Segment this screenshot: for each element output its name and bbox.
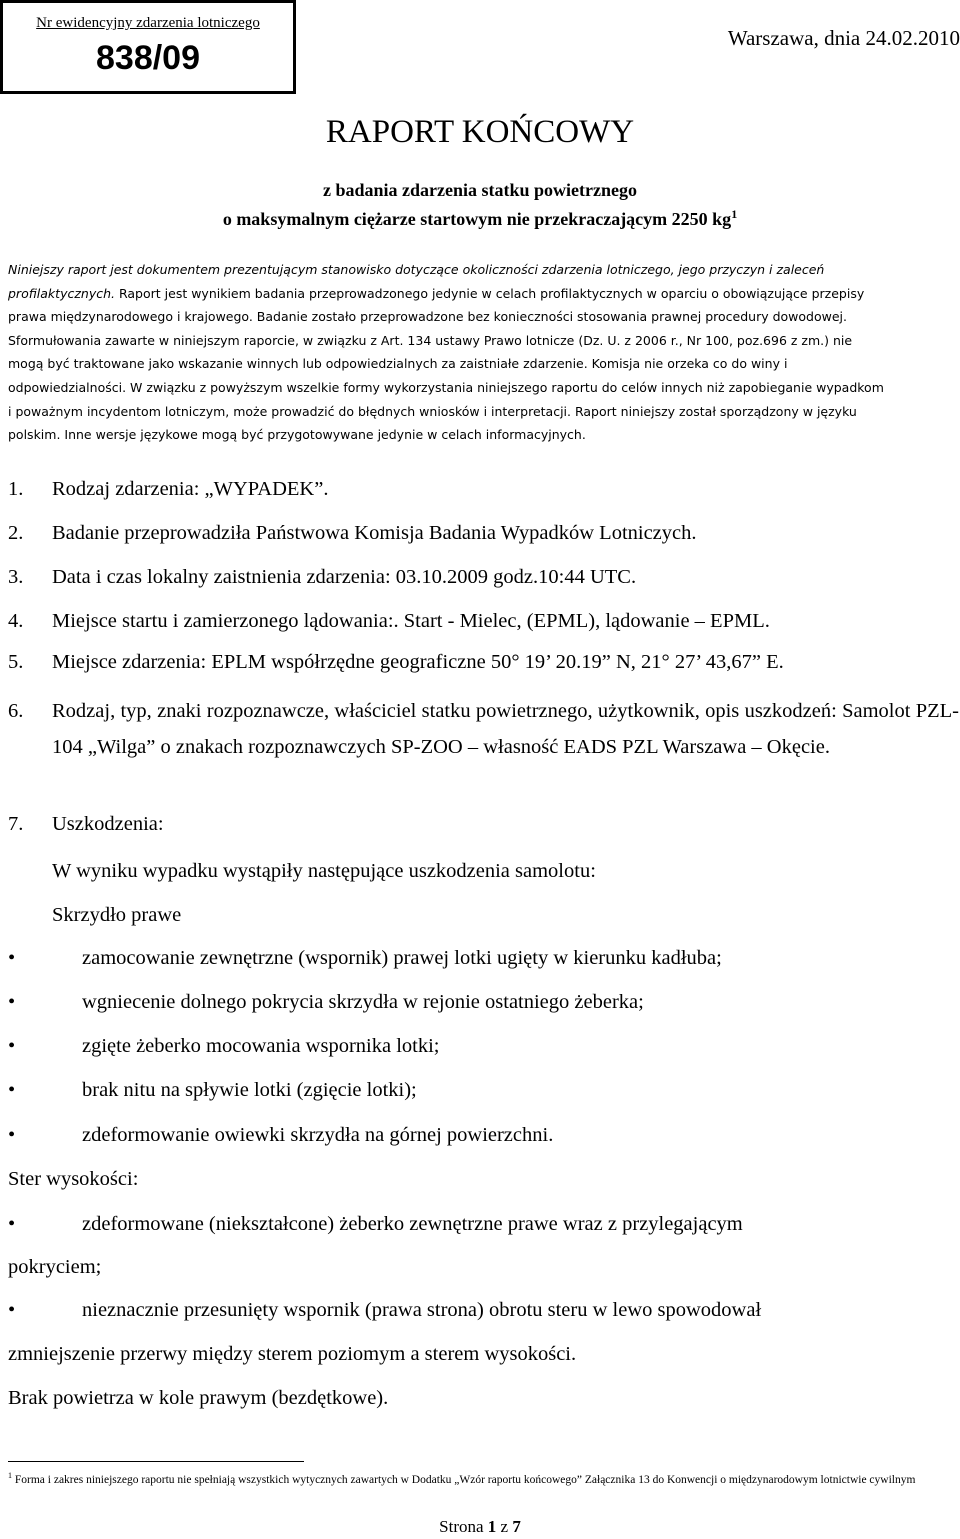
bullet-icon: • xyxy=(8,991,16,1013)
item-text: Rodzaj zdarzenia: „WYPADEK”. xyxy=(52,478,329,500)
footnote xyxy=(8,1467,948,1489)
wing-bullet-1: zamocowanie zewnętrzne (wspornik) prawej lotki ugięty w kierunku kadłuba; xyxy=(82,947,722,969)
intro-italic: Niniejszy raport jest dokumentem prezentującym stanowisko dotyczące okoliczności zdarzenia lotniczego, jego przyczyn i zaleceń profilaktycznych. xyxy=(8,262,825,301)
item-text: Data i czas lokalny zaistnienia zdarzenia: 03.10.2009 godz.10:44 UTC. xyxy=(52,566,637,588)
elevator-bullet-1: zdeformowane (niekształcone) żeberko zewnętrzne prawe wraz z przylegającym xyxy=(82,1213,743,1235)
tire-note: Brak powietrza w kole prawym (bezdętkowe). xyxy=(8,1387,389,1409)
elevator-bullet-2-cont: zmniejszenie przerwy między sterem poziomym a sterem wysokości. xyxy=(8,1343,577,1365)
item-number: 5. xyxy=(8,651,24,673)
page-current: 1 xyxy=(487,1517,497,1536)
item-number: 2. xyxy=(8,522,24,544)
page-prefix: Strona xyxy=(439,1517,484,1536)
wing-bullet-3: zgięte żeberko mocowania wspornika lotki; xyxy=(82,1035,440,1057)
page-mid: z xyxy=(500,1517,509,1536)
subtitle-line2 xyxy=(0,207,960,230)
subtitle-line2-text: o maksymalnym ciężarze startowym nie przekraczającym 2250 kg xyxy=(222,209,732,229)
item-text: Miejsce startu i zamierzonego lądowania:. Start - Mielec, (EPML), lądowanie – EPML. xyxy=(52,610,770,632)
footnote-number: 1 xyxy=(8,1471,12,1480)
registry-number: 838/09 xyxy=(96,39,200,77)
elevator-bullet-2: nieznacznie przesunięty wspornik (prawa strona) obrotu steru w lewo spowodował xyxy=(82,1299,762,1321)
bullet-icon: • xyxy=(8,1035,16,1057)
bullet-icon: • xyxy=(8,1124,16,1146)
intro-normal: Raport jest wynikiem badania przeprowadzonego jedynie w celach profilaktycznych w oparciu o obowiązujące przepisy prawa międzynarodowego i krajowego. Badanie zostało przeprowadzone bez konieczności stosowania prawnej procedury dowodowej. Sformułowania zawarte w niniejszym raporcie, w związku z Art. 134 ustawy Prawo lotnicze (Dz. U. z 2006 r., Nr 100, poz.696 z zm.) nie mogą być traktowane jako wskazanie winnych lub odpowiedzialnych za zaistniałe zdarzenie. Komisja nie orzeka co do winy i odpowiedzialności. W związku z powyższym wszelkie formy wykorzystania niniejszego raportu do celów innych niż zapobieganie wypadkom i poważnym incydentom lotniczym, może prowadzić do błędnych wniosków i interpretacji. Raport niniejszy został sporządzony w języku polskim. Inne wersje językowe mogą być przygotowywane jedynie w celach informacyjnych. xyxy=(8,285,884,443)
damage-intro: W wyniku wypadku wystąpiły następujące uszkodzenia samolotu: xyxy=(52,860,596,882)
report-title: RAPORT KOŃCOWY xyxy=(325,114,635,150)
intro-paragraph xyxy=(8,258,888,447)
item-number: 7. xyxy=(8,813,24,835)
item-number: 1. xyxy=(8,478,24,500)
subtitle-line1: z badania zdarzenia statku powietrznego xyxy=(323,180,637,200)
wing-heading: Skrzydło prawe xyxy=(52,904,182,926)
wing-bullet-5: zdeformowanie owiewki skrzydła na górnej powierzchni. xyxy=(82,1124,554,1146)
elevator-bullet-1-cont: pokryciem; xyxy=(8,1256,102,1278)
item-number: 6. xyxy=(8,700,24,722)
footnote-text: Forma i zakres niniejszego raportu nie spełniają wszystkich wytycznych zawartych w Dodatku „Wzór raportu końcowego” Załącznika 13 do Konwencji o międzynarodowym lotnictwie cywilnym xyxy=(14,1473,916,1486)
page-footer xyxy=(0,1517,960,1537)
elevator-heading: Ster wysokości: xyxy=(8,1168,139,1190)
page-total: 7 xyxy=(512,1517,521,1536)
footnote-divider xyxy=(8,1461,304,1462)
item-text: Badanie przeprowadziła Państwowa Komisja Badania Wypadków Lotniczych. xyxy=(52,522,697,544)
item-number: 4. xyxy=(8,610,24,632)
wing-bullet-4: brak nitu na spływie lotki (zgięcie lotki); xyxy=(82,1079,417,1101)
registry-label: Nr ewidencyjny zdarzenia lotniczego xyxy=(36,15,260,31)
item-number: 3. xyxy=(8,566,24,588)
item-text: Rodzaj, typ, znaki rozpoznawcze, właściciel statku powietrznego, użytkownik, opis uszkodzeń: Samolot PZL-104 „Wilga” o znakach rozpoznawczych SP-ZOO – własność EADS PZL Warszawa – Okęcie. xyxy=(52,700,959,758)
footnote-ref: 1 xyxy=(731,207,738,221)
registry-box xyxy=(0,0,296,94)
bullet-icon: • xyxy=(8,1299,16,1321)
bullet-icon: • xyxy=(8,947,16,969)
item-text: Miejsce zdarzenia: EPLM współrzędne geograficzne 50° 19’ 20.19” N, 21° 27’ 43,67” E. xyxy=(52,651,784,673)
item-text: Uszkodzenia: xyxy=(52,813,164,835)
place-date: Warszawa, dnia 24.02.2010 xyxy=(727,26,960,50)
bullet-icon: • xyxy=(8,1213,16,1235)
wing-bullet-2: wgniecenie dolnego pokrycia skrzydła w rejonie ostatniego żeberka; xyxy=(82,991,644,1013)
bullet-icon: • xyxy=(8,1079,16,1101)
